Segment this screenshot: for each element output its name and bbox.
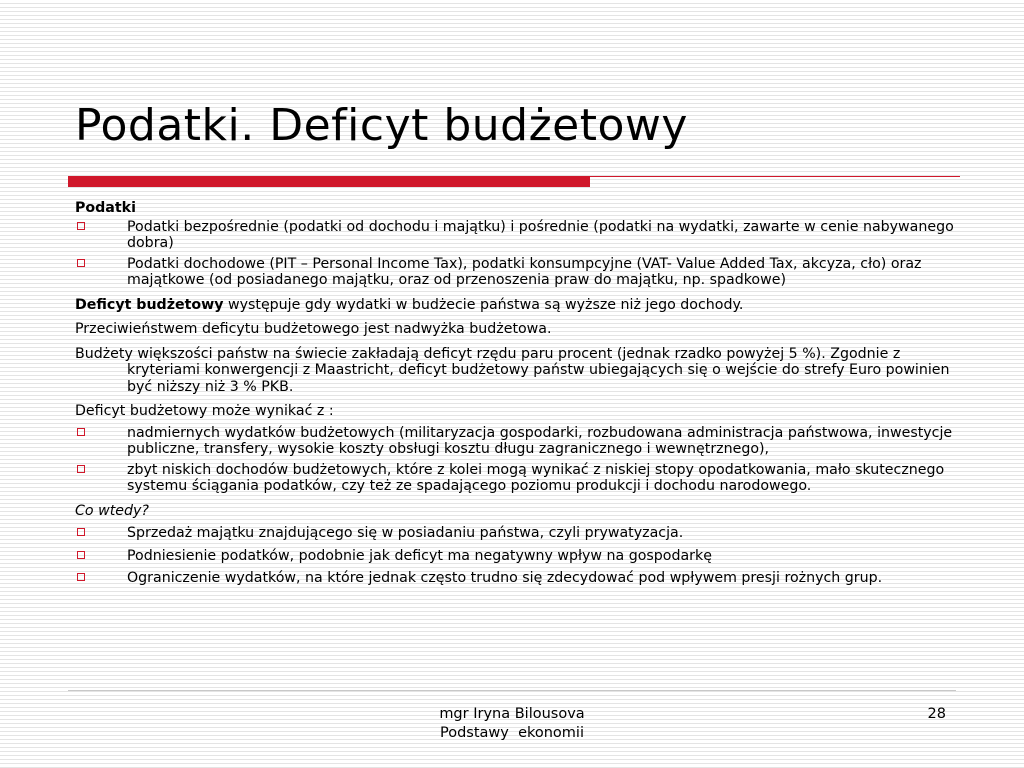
square-bullet-icon [77, 465, 85, 473]
slide-body [75, 200, 955, 591]
slide-title: Podatki. Deficyt budżetowy [75, 100, 688, 151]
bullet-text: Ograniczenie wydatków, na które jednak często trudno się zdecydować pod wpływem presji rożnych grup. [127, 570, 883, 586]
list-item [75, 256, 955, 289]
bullet-text: Podatki bezpośrednie (podatki od dochodu i majątku) i pośrednie (podatki na wydatki, zawarte w cenie nabywanego dobra) [127, 218, 954, 251]
square-bullet-icon [77, 222, 85, 230]
surplus-line: Przeciwieństwem deficytu budżetowego jest nadwyżka budżetowa. [75, 321, 552, 337]
deficit-definition-text: występuje gdy wydatki w budżecie państwa są wyższe niż jego dochody. [223, 296, 744, 313]
what-then-line: Co wtedy? [75, 502, 149, 519]
list-item [75, 425, 955, 458]
square-bullet-icon [77, 528, 85, 536]
title-underline-bar [68, 176, 590, 187]
square-bullet-icon [77, 551, 85, 559]
deficit-definition [75, 297, 955, 314]
list-item [75, 219, 955, 252]
budgets-line: Budżety większości państw na świecie zakładają deficyt rzędu paru procent (jednak rzadko powyżej 5 %). Zgodnie z kryteriami konwergencji z Maastricht, deficyt budżetowy państw ubiegających się o wejście do strefy Euro powinien być niższy niż 3 % PKB. [75, 345, 950, 395]
bullet-text: zbyt niskich dochodów budżetowych, które z kolei mogą wynikać z niskiej stopy opodatkowania, mało skutecznego systemu ściągania podatków, czy też ze spadającego poziomu produkcji i dochodu narodowego. [127, 461, 945, 494]
page-number: 28 [927, 706, 946, 722]
title-underline-line [590, 176, 960, 177]
square-bullet-icon [77, 259, 85, 267]
bullet-text: nadmiernych wydatków budżetowych (militaryzacja gospodarki, rozbudowana administracja państwowa, inwestycje publiczne, transfery, wysokie koszty obsługi kosztu długu zagranicznego i wewnętrznego), [127, 424, 953, 457]
square-bullet-icon [77, 573, 85, 581]
list-item [75, 548, 955, 565]
footer-divider [68, 690, 956, 691]
footer-author: mgr Iryna Bilousova [439, 706, 585, 722]
footer-text [372, 705, 652, 743]
deficit-term: Deficyt budżetowy [75, 296, 224, 313]
list-item [75, 462, 955, 495]
square-bullet-icon [77, 428, 85, 436]
bullet-text: Podniesienie podatków, podobnie jak deficyt ma negatywny wpływ na gospodarkę [127, 547, 712, 564]
list-item [75, 525, 955, 542]
bullet-text: Sprzedaż majątku znajdującego się w posiadaniu państwa, czyli prywatyzacja. [127, 525, 684, 541]
bullet-text: Podatki dochodowe (PIT – Personal Income Tax), podatki konsumpcyjne (VAT- Value Added Tax, akcyza, cło) oraz majątkowe (od posiadanego majątku, oraz od przenoszenia praw do majątku, np. spadkowe) [127, 255, 922, 288]
section-heading: Podatki [75, 200, 136, 216]
causes-intro: Deficyt budżetowy może wynikać z : [75, 403, 334, 419]
footer-course: Podstawy ekonomii [439, 725, 584, 741]
list-item [75, 570, 955, 587]
